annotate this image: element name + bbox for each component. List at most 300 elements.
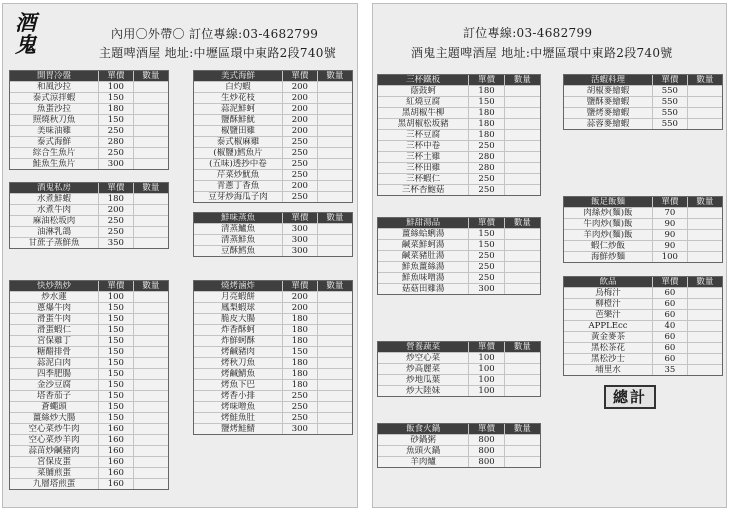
menu-item-name: APPLEcc: [564, 321, 652, 332]
quantity-column-header: 數量: [317, 281, 352, 292]
menu-item-row: [10, 369, 168, 380]
quantity-cell[interactable]: [133, 194, 168, 205]
menu-item-name: 豆酥鱈魚: [194, 246, 282, 257]
section-header-row: [378, 342, 540, 353]
quantity-cell[interactable]: [687, 230, 722, 241]
menu-item-row: [10, 446, 168, 457]
menu-item-price: 160: [98, 479, 133, 490]
price-column-header: 單價: [469, 75, 505, 86]
quantity-cell[interactable]: [317, 159, 352, 170]
quantity-cell[interactable]: [133, 347, 168, 358]
quantity-cell[interactable]: [133, 115, 168, 126]
quantity-cell[interactable]: [317, 292, 352, 303]
quantity-cell[interactable]: [317, 82, 352, 93]
menu-item-row: [10, 336, 168, 347]
quantity-cell[interactable]: [133, 369, 168, 380]
menu-item-row: [10, 424, 168, 435]
menu-item-row: [10, 347, 168, 358]
quantity-cell[interactable]: [687, 321, 722, 332]
menu-item-row: [10, 402, 168, 413]
menu-item-name: 水煮牛肉: [10, 205, 98, 216]
menu-item-price: 150: [282, 347, 317, 358]
menu-item-row: [378, 386, 540, 397]
quantity-cell[interactable]: [504, 262, 540, 273]
menu-item-row: [564, 310, 722, 321]
price-column-header: 單價: [652, 75, 687, 86]
menu-item-row: [378, 262, 540, 273]
menu-item-price: 90: [652, 230, 687, 241]
quantity-column-header: 數量: [687, 197, 722, 208]
menu-item-price: 300: [282, 224, 317, 235]
menu-item-name: 滑蛋蝦仁: [10, 325, 98, 336]
menu-item-name: 蝦仁炒飯: [564, 241, 652, 252]
quantity-cell[interactable]: [133, 238, 168, 249]
section-header-row: [10, 71, 168, 82]
quantity-cell[interactable]: [687, 310, 722, 321]
quantity-cell[interactable]: [133, 479, 168, 490]
quantity-cell[interactable]: [317, 126, 352, 137]
menu-item-price: 250: [469, 262, 505, 273]
quantity-cell[interactable]: [133, 126, 168, 137]
menu-item-name: 清蒸鱸魚: [194, 224, 282, 235]
menu-item-row: [194, 235, 352, 246]
menu-item-price: 150: [98, 369, 133, 380]
quantity-cell[interactable]: [504, 229, 540, 240]
menu-item-price: 250: [469, 174, 505, 185]
quantity-cell[interactable]: [504, 273, 540, 284]
menu-item-row: [10, 380, 168, 391]
menu-item-row: [194, 115, 352, 126]
menu-item-price: 150: [98, 93, 133, 104]
section-title: 鮮甜湯品: [378, 218, 469, 229]
menu-item-price: 100: [98, 292, 133, 303]
menu-item-row: [564, 343, 722, 354]
menu-item-row: [10, 413, 168, 424]
quantity-cell[interactable]: [504, 86, 540, 97]
menu-item-price: 40: [652, 321, 687, 332]
menu-item-price: 60: [652, 288, 687, 299]
quantity-cell[interactable]: [687, 86, 722, 97]
menu-item-price: 100: [469, 375, 505, 386]
menu-item-row: [194, 358, 352, 369]
menu-item-price: 150: [98, 391, 133, 402]
menu-item-row: [194, 424, 352, 435]
menu-item-row: [194, 170, 352, 181]
menu-item-row: [564, 365, 722, 376]
menu-item-price: 250: [282, 148, 317, 159]
quantity-cell[interactable]: [504, 435, 540, 446]
menu-item-name: 柳橙汁: [564, 299, 652, 310]
menu-item-name: 月亮蝦餅: [194, 292, 282, 303]
menu-item-name: 海鮮炒麵: [564, 252, 652, 263]
quantity-cell[interactable]: [687, 252, 722, 263]
menu-item-price: 150: [98, 336, 133, 347]
menu-item-price: 60: [652, 332, 687, 343]
menu-item-name: 黑松茶花: [564, 343, 652, 354]
menu-item-name: 烤魚下巴: [194, 380, 282, 391]
menu-item-row: [378, 375, 540, 386]
menu-item-price: 100: [469, 386, 505, 397]
menu-item-name: 三杯杏鮑菇: [378, 185, 469, 196]
menu-item-row: [10, 314, 168, 325]
menu-item-row: [194, 148, 352, 159]
quantity-cell[interactable]: [317, 170, 352, 181]
quantity-cell[interactable]: [133, 457, 168, 468]
quantity-cell[interactable]: [133, 314, 168, 325]
menu-item-row: [194, 137, 352, 148]
quantity-cell[interactable]: [133, 205, 168, 216]
menu-section: [9, 182, 169, 249]
quantity-cell[interactable]: [133, 82, 168, 93]
quantity-cell[interactable]: [317, 93, 352, 104]
quantity-cell[interactable]: [133, 413, 168, 424]
menu-item-name: 綜合生魚片: [10, 148, 98, 159]
menu-item-row: [564, 252, 722, 263]
quantity-cell[interactable]: [504, 108, 540, 119]
menu-item-name: 蒼蠅頭: [10, 402, 98, 413]
menu-item-name: 白灼蝦: [194, 82, 282, 93]
menu-item-row: [10, 216, 168, 227]
quantity-cell[interactable]: [133, 424, 168, 435]
quantity-cell[interactable]: [687, 219, 722, 230]
quantity-cell[interactable]: [317, 314, 352, 325]
quantity-cell[interactable]: [317, 380, 352, 391]
menu-item-row: [10, 194, 168, 205]
section-header-row: [378, 218, 540, 229]
menu-section: [563, 276, 723, 376]
menu-item-price: 160: [98, 446, 133, 457]
quantity-cell[interactable]: [133, 137, 168, 148]
quantity-cell[interactable]: [317, 224, 352, 235]
menu-item-price: 250: [282, 413, 317, 424]
menu-section: [377, 74, 541, 196]
menu-item-name: 三杯田雞: [378, 163, 469, 174]
quantity-cell[interactable]: [504, 119, 540, 130]
quantity-cell[interactable]: [317, 148, 352, 159]
menu-item-row: [194, 347, 352, 358]
quantity-cell[interactable]: [133, 227, 168, 238]
menu-item-row: [564, 108, 722, 119]
quantity-cell[interactable]: [687, 241, 722, 252]
menu-item-name: 三杯豆腐: [378, 130, 469, 141]
menu-item-name: 芭樂汁: [564, 310, 652, 321]
quantity-cell[interactable]: [687, 119, 722, 130]
menu-item-name: 魚蛋沙拉: [10, 104, 98, 115]
price-column-header: 單價: [469, 342, 505, 353]
menu-item-row: [10, 391, 168, 402]
menu-item-price: 250: [469, 251, 505, 262]
quantity-column-header: 數量: [317, 213, 352, 224]
quantity-cell[interactable]: [504, 251, 540, 262]
price-column-header: 單價: [469, 424, 505, 435]
quantity-cell[interactable]: [317, 192, 352, 203]
quantity-cell[interactable]: [133, 468, 168, 479]
quantity-cell[interactable]: [133, 446, 168, 457]
quantity-cell[interactable]: [317, 424, 352, 435]
quantity-cell[interactable]: [504, 240, 540, 251]
menu-item-name: 美味油雞: [10, 126, 98, 137]
quantity-cell[interactable]: [133, 292, 168, 303]
menu-item-price: 250: [282, 159, 317, 170]
quantity-column-header: 數量: [504, 218, 540, 229]
menu-item-price: 800: [469, 457, 505, 468]
menu-item-price: 100: [469, 364, 505, 375]
menu-item-name: 菜脯煎蛋: [10, 468, 98, 479]
quantity-cell[interactable]: [317, 336, 352, 347]
quantity-cell[interactable]: [133, 391, 168, 402]
quantity-cell[interactable]: [133, 93, 168, 104]
quantity-cell[interactable]: [687, 97, 722, 108]
quantity-cell[interactable]: [687, 299, 722, 310]
menu-item-row: [10, 292, 168, 303]
quantity-cell[interactable]: [133, 336, 168, 347]
menu-item-price: 250: [469, 273, 505, 284]
menu-item-price: 60: [652, 343, 687, 354]
menu-item-price: 550: [652, 86, 687, 97]
quantity-cell[interactable]: [317, 413, 352, 424]
menu-item-row: [378, 446, 540, 457]
menu-item-name: 鮭魚生魚片: [10, 159, 98, 170]
quantity-cell[interactable]: [504, 375, 540, 386]
menu-item-price: 550: [652, 108, 687, 119]
quantity-cell[interactable]: [133, 380, 168, 391]
menu-item-name: 九層塔煎蛋: [10, 479, 98, 490]
menu-item-price: 150: [98, 303, 133, 314]
quantity-cell[interactable]: [687, 343, 722, 354]
section-header-row: [194, 71, 352, 82]
menu-item-name: 宮保雞丁: [10, 336, 98, 347]
menu-item-name: 照燒秋刀魚: [10, 115, 98, 126]
quantity-cell[interactable]: [317, 347, 352, 358]
menu-item-name: 水煮鮮蝦: [10, 194, 98, 205]
menu-item-price: 60: [652, 354, 687, 365]
price-column-header: 單價: [282, 71, 317, 82]
menu-item-row: [378, 119, 540, 130]
quantity-cell[interactable]: [133, 148, 168, 159]
price-column-header: 單價: [469, 218, 505, 229]
section-title: 開胃冷盤: [10, 71, 98, 82]
menu-item-row: [564, 354, 722, 365]
menu-item-row: [378, 97, 540, 108]
menu-item-name: 三杯蝦仁: [378, 174, 469, 185]
quantity-cell[interactable]: [317, 104, 352, 115]
price-column-header: 單價: [282, 213, 317, 224]
menu-item-name: 埔里水: [564, 365, 652, 376]
quantity-cell[interactable]: [133, 402, 168, 413]
menu-item-row: [378, 364, 540, 375]
quantity-cell[interactable]: [687, 108, 722, 119]
quantity-cell[interactable]: [317, 369, 352, 380]
menu-item-price: 250: [469, 141, 505, 152]
section-title: 三杯鐵板: [378, 75, 469, 86]
quantity-cell[interactable]: [133, 216, 168, 227]
menu-item-row: [564, 230, 722, 241]
quantity-cell[interactable]: [504, 152, 540, 163]
menu-item-price: 200: [282, 115, 317, 126]
menu-item-name: 蔭鼓蚵: [378, 86, 469, 97]
quantity-cell[interactable]: [687, 354, 722, 365]
menu-item-price: 150: [98, 347, 133, 358]
menu-item-name: 空心菜炒牛肉: [10, 424, 98, 435]
menu-item-name: 鹽酥鮮魷: [194, 115, 282, 126]
menu-item-name: 脆皮大腸: [194, 314, 282, 325]
menu-item-price: 280: [469, 152, 505, 163]
menu-item-price: 60: [652, 299, 687, 310]
menu-item-row: [10, 227, 168, 238]
menu-item-row: [10, 358, 168, 369]
menu-item-row: [194, 369, 352, 380]
menu-item-price: 800: [469, 446, 505, 457]
menu-item-price: 150: [469, 240, 505, 251]
menu-item-name: 宮保皮蛋: [10, 457, 98, 468]
menu-item-name: 四季肥腸: [10, 369, 98, 380]
menu-item-name: 薑絲蛤蜊湯: [378, 229, 469, 240]
menu-item-name: 清蒸鮮魚: [194, 235, 282, 246]
menu-item-name: 炸香酥蚵: [194, 325, 282, 336]
quantity-cell[interactable]: [133, 358, 168, 369]
quantity-cell[interactable]: [504, 457, 540, 468]
menu-section: [563, 74, 723, 130]
menu-item-name: 青蔥丁香魚: [194, 181, 282, 192]
quantity-cell[interactable]: [317, 391, 352, 402]
menu-item-price: 180: [469, 119, 505, 130]
section-header-row: [10, 183, 168, 194]
quantity-cell[interactable]: [504, 364, 540, 375]
menu-item-name: 黑松沙士: [564, 354, 652, 365]
quantity-cell[interactable]: [687, 288, 722, 299]
menu-item-name: 蒜蓉麥繪蝦: [564, 119, 652, 130]
menu-item-price: 550: [652, 97, 687, 108]
quantity-cell[interactable]: [317, 181, 352, 192]
menu-item-row: [564, 119, 722, 130]
quantity-cell[interactable]: [504, 386, 540, 397]
quantity-cell[interactable]: [504, 130, 540, 141]
menu-item-row: [378, 353, 540, 364]
quantity-cell[interactable]: [504, 353, 540, 364]
quantity-cell[interactable]: [504, 284, 540, 295]
quantity-cell[interactable]: [504, 163, 540, 174]
menu-item-price: 250: [98, 227, 133, 238]
quantity-cell[interactable]: [504, 446, 540, 457]
menu-item-price: 250: [282, 137, 317, 148]
menu-section: [377, 341, 541, 397]
quantity-cell[interactable]: [133, 303, 168, 314]
menu-item-row: [378, 284, 540, 295]
quantity-cell[interactable]: [317, 115, 352, 126]
menu-item-price: 250: [282, 391, 317, 402]
menu-item-name: 蔥爆牛肉: [10, 303, 98, 314]
section-title: 營養蔬菜: [378, 342, 469, 353]
menu-item-row: [10, 468, 168, 479]
menu-sheet-right: [372, 3, 727, 508]
menu-item-row: [378, 229, 540, 240]
menu-item-name: 烤鹹豬肉: [194, 347, 282, 358]
menu-item-name: 甘蔗子蒸鮮魚: [10, 238, 98, 249]
menu-item-price: 250: [98, 126, 133, 137]
menu-item-name: (椒鹽)鱈魚片: [194, 148, 282, 159]
restaurant-logo: 酒 鬼: [15, 10, 36, 57]
quantity-cell[interactable]: [133, 325, 168, 336]
quantity-cell[interactable]: [687, 365, 722, 376]
menu-item-price: 200: [282, 104, 317, 115]
menu-item-price: 150: [469, 97, 505, 108]
menu-item-name: 烏梅汁: [564, 288, 652, 299]
quantity-cell[interactable]: [133, 159, 168, 170]
menu-item-row: [378, 141, 540, 152]
quantity-cell[interactable]: [317, 235, 352, 246]
menu-item-price: 150: [98, 314, 133, 325]
quantity-cell[interactable]: [504, 97, 540, 108]
price-column-header: 單價: [98, 281, 133, 292]
quantity-cell[interactable]: [317, 137, 352, 148]
quantity-cell[interactable]: [317, 402, 352, 413]
quantity-cell[interactable]: [317, 358, 352, 369]
menu-item-price: 180: [469, 108, 505, 119]
menu-item-row: [378, 130, 540, 141]
quantity-cell[interactable]: [317, 303, 352, 314]
menu-item-price: 180: [282, 325, 317, 336]
menu-item-name: 三杯中卷: [378, 141, 469, 152]
order-type-and-phone: 內用〇外帶〇 訂位專線:03-4682799: [111, 27, 319, 41]
menu-item-row: [378, 163, 540, 174]
quantity-cell[interactable]: [687, 208, 722, 219]
quantity-cell[interactable]: [504, 141, 540, 152]
section-title: 酒鬼私房: [10, 183, 98, 194]
menu-item-name: 胡椒麥繪蝦: [564, 86, 652, 97]
menu-item-price: 70: [652, 208, 687, 219]
menu-item-price: 250: [98, 216, 133, 227]
menu-section: [9, 280, 169, 490]
section-header-row: [194, 213, 352, 224]
section-title: 快炒熱炒: [10, 281, 98, 292]
menu-item-row: [378, 174, 540, 185]
menu-item-name: 鹽烤鮭鯖: [194, 424, 282, 435]
quantity-cell[interactable]: [133, 435, 168, 446]
menu-item-row: [564, 86, 722, 97]
menu-item-price: 100: [652, 252, 687, 263]
menu-item-row: [10, 205, 168, 216]
quantity-cell[interactable]: [317, 246, 352, 257]
menu-item-row: [194, 292, 352, 303]
quantity-cell[interactable]: [504, 174, 540, 185]
menu-item-row: [378, 86, 540, 97]
section-header-row: [194, 281, 352, 292]
quantity-cell[interactable]: [687, 332, 722, 343]
section-title: 燒烤滷炸: [194, 281, 282, 292]
menu-item-row: [194, 246, 352, 257]
menu-item-price: 250: [282, 402, 317, 413]
menu-item-price: 180: [98, 104, 133, 115]
menu-item-name: 泰式海鮮: [10, 137, 98, 148]
menu-item-name: 泰式椒麻雞: [194, 137, 282, 148]
menu-item-name: 烤鹹鯖魚: [194, 369, 282, 380]
menu-item-name: 塔香茄子: [10, 391, 98, 402]
menu-item-row: [194, 391, 352, 402]
menu-item-row: [10, 238, 168, 249]
quantity-cell[interactable]: [504, 185, 540, 196]
menu-item-row: [378, 185, 540, 196]
menu-item-name: 三杯土雞: [378, 152, 469, 163]
menu-item-price: 150: [98, 380, 133, 391]
menu-item-price: 160: [98, 424, 133, 435]
menu-item-name: 薑絲炒大腸: [10, 413, 98, 424]
menu-item-row: [10, 137, 168, 148]
quantity-cell[interactable]: [133, 104, 168, 115]
menu-item-row: [378, 273, 540, 284]
quantity-cell[interactable]: [317, 325, 352, 336]
menu-item-row: [194, 159, 352, 170]
menu-item-name: 豆芽炒海瓜子肉: [194, 192, 282, 203]
